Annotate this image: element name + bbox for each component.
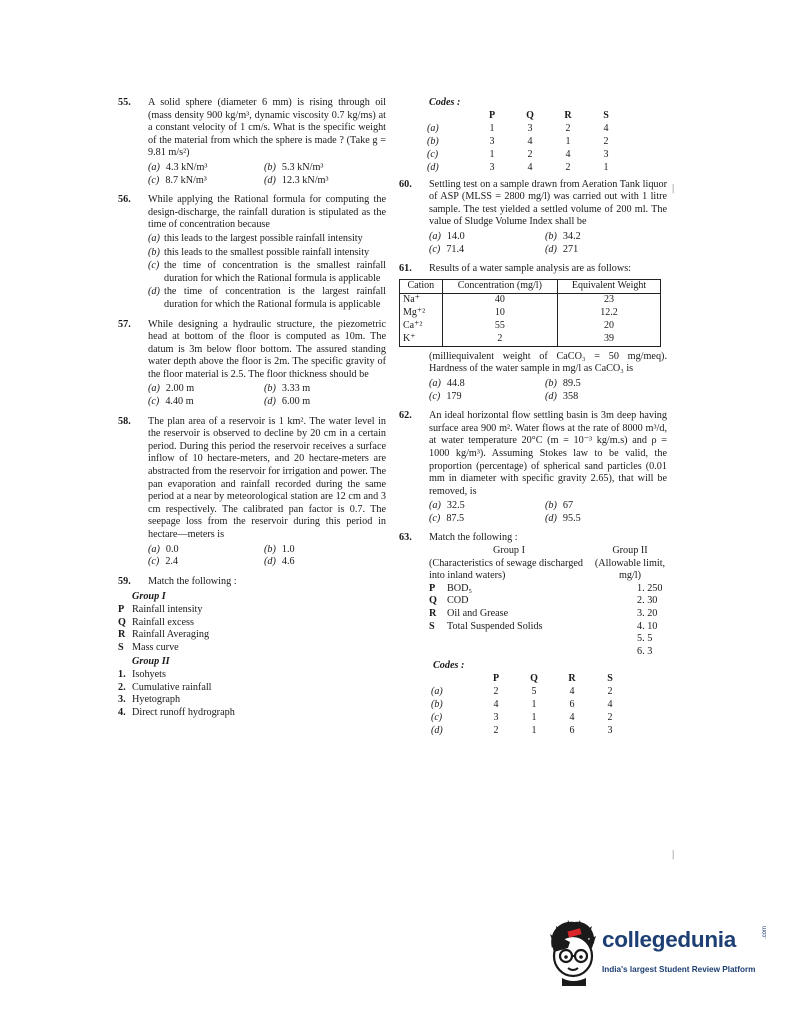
question-number: 61. [399,263,412,275]
brand-tagline: India's largest Student Review Platform [602,965,756,974]
option-d: (d) the time of concentration is the largest rainfall duration for which the Rational formula is applicable [148,286,386,310]
question-58 [118,416,386,569]
code-row: (a) 2 5 4 2 [431,686,613,698]
group1-item: R Rainfall Averaging [118,629,210,641]
options [429,500,667,525]
options [148,383,386,408]
group1-item: P Rainfall intensity [118,603,203,615]
question-number: 62. [399,410,412,422]
group2-item: 2. Cumulative rainfall [118,681,212,693]
code-header: P [492,673,500,685]
code-header: P [488,109,496,121]
group2-item: 3. Hyetograph [118,694,181,706]
question-stem: While designing a hydraulic structure, the piezometric head at bottom of the floor is computed as 10m. The datum is 3m below floor bottom. The assured standing water depth above the floor is 2m. The specific gravity of the floor material is 2.5. The floor thickness should be [148,318,386,380]
table-row: Na⁺ 40 23 [400,293,661,307]
table-row: Mg⁺² 10 12.2 [400,307,661,320]
code-row: (d) 3 4 2 1 [427,161,609,173]
question-number: 57. [118,318,131,330]
option-c: (c) 71.4 [429,243,465,255]
code-row: (b) 4 1 6 4 [431,699,613,711]
group2-item: 6. 3 [637,645,653,657]
question-57 [118,319,386,409]
left-column [118,97,386,719]
code-header: S [603,109,609,121]
code-row: (c) 3 1 4 2 [431,712,613,724]
question-stem: Settling test on a sample drawn from Aeration Tank liquor of ASP (MLSS = 2800 mg/l) was carried out with 1 litre sample. The test yielded a settled volume of 200 ml. The value of Sludge Volume Index shall be [429,178,667,228]
question-number: 58. [118,415,131,427]
option-c: (c) 2.4 [148,556,179,568]
table-header: Equivalent Weight [558,279,661,293]
option-b: (b) 67 [545,500,574,512]
brand-suffix: .com [762,925,768,939]
option-c: (c) 87.5 [429,512,465,524]
question-number: 56. [118,194,131,206]
code-header: R [568,673,576,685]
option-d: (d) 271 [545,243,579,255]
table-row: Ca⁺² 55 20 [400,320,661,333]
match-table-q63 [399,545,667,658]
brand-name: collegedunia [602,927,736,952]
question-62 [399,410,667,525]
question-stem: Match the following : [429,532,518,544]
option-a: (a) 44.8 [429,377,465,389]
group-title: Group II [132,656,170,668]
codes-title: Codes : [429,97,461,108]
group2-item: 5. 5 [637,633,653,645]
group2-item: 2. 30 [637,595,658,607]
question-60 [399,179,667,257]
question-stem: An ideal horizontal flow settling basin is 3m deep having surface area 900 m². Water flows at the rate of 8000 m³/d, at water temperature 20°C (m = 10⁻³ kg/m.s) and ρ = 1000 kg/m³). Assuming Stokes law to be valid, the proportion (percentage) of spherical sand particles (0.01 mm in diameter with specific gravity 2.65), that will be removed, is [429,410,667,497]
question-stem: The plan area of a reservoir is 1 km². The water level in the reservoir is observed to decline by 20 cm in a certain period. During this period the reservoir receives a surface inflow of 10 hectare-meters, and 20 hectare-meters are abstracted from the reservoir for irrigation and power. The pan evaporation and rainfall recorded during the same period at a near by meteorological station are 12 cm and 3 cm respectively. The calibrated pan factor is 0.7. The seepage loss from the reservoir during this period in hectare—meters is [148,415,386,540]
collegedunia-logo [540,912,780,992]
option-b: (b) 3.33 m [264,383,311,395]
option-c: (c) 8.7 kN/m³ [148,174,207,186]
question-stem: Match the following : [148,575,237,587]
group1-item: S Mass curve [118,641,179,653]
group1-item: P BOD₅ [429,582,473,594]
code-row: (c) 1 2 4 3 [427,148,609,160]
option-b: (b) 89.5 [545,377,581,389]
mascot-icon [540,912,604,986]
option-b: (b) 1.0 [264,543,295,555]
option-d: (d) 4.6 [264,556,295,568]
question-61 [399,263,667,403]
option-a: (a) 14.0 [429,230,465,242]
option-a: (a) 2.00 m [148,383,195,395]
group1-title: Group I [493,545,525,557]
code-header: Q [526,109,534,121]
group2-item: 4. 10 [637,620,658,632]
options [148,544,386,569]
scan-mark: | [672,848,675,860]
group1-item: Q Rainfall excess [118,616,194,628]
option-c: (c) 179 [429,390,462,402]
options [148,233,386,312]
group1-list [429,583,589,659]
options [148,162,386,187]
group1-item: S Total Suspended Solids [429,620,543,632]
option-d: (d) 6.00 m [264,396,311,408]
option-c: (c) the time of concentration is the smallest rainfall duration for which the Rational formula is applicable [148,260,386,284]
table-header: Concentration (mg/l) [442,279,557,293]
code-header: Q [530,673,538,685]
table-row: K⁺ 2 39 [400,333,661,347]
option-c: (c) 4.40 m [148,396,194,408]
code-header: R [564,109,572,121]
code-row: (a) 1 3 2 4 [427,122,609,134]
option-a: (a) 0.0 [148,543,179,555]
group2-item: 1. 250 [637,582,663,594]
codes-title: Codes : [433,660,465,672]
codes-table [431,673,629,738]
codes-table [427,110,625,175]
code-header: S [607,673,613,685]
question-note: (milliequivalent weight of CaCO₃ = 50 mg/meq). Hardness of the water sample in mg/l as CaCO₃ is [429,350,667,375]
codes-q59 [425,97,667,175]
option-b: (b) this leads to the smallest possible rainfall intensity [148,246,370,258]
options [429,231,667,256]
group2-list [593,583,667,659]
code-row: (b) 3 4 1 2 [427,135,609,147]
codes-q63 [429,660,667,738]
question-56 [118,194,386,311]
question-55 [118,97,386,187]
scan-mark: | [672,182,675,194]
question-stem: A solid sphere (diameter 6 mm) is rising through oil (mass density 900 kg/m³, dynamic viscosity 0.7 kg/ms) at a constant velocity of 1 cm/s. What is the specific weight of the material from which the sphere is made ? (Take g = 9.81 m/s²) [148,97,386,159]
question-number: 55. [118,97,131,108]
option-a: (a) 4.3 kN/m³ [148,161,208,173]
question-number: 59. [118,575,131,587]
question-stem: Results of a water sample analysis are as follows: [429,263,631,275]
table-header: Cation [400,279,443,293]
cation-table [399,279,661,347]
option-d: (d) 95.5 [545,512,581,524]
question-stem: While applying the Rational formula for computing the design-discharge, the rainfall duration is stipulated as the time of concentration because [148,194,386,231]
group-title: Group I [132,591,166,603]
option-d: (d) 12.3 kN/m³ [264,174,329,186]
option-b: (b) 5.3 kN/m³ [264,161,324,173]
question-63 [399,532,667,738]
code-row: (d) 2 1 6 3 [431,725,613,737]
group2-item: 4. Direct runoff hydrograph [118,706,235,718]
group1-item: Q COD [429,595,469,607]
group2-desc: (Allowable limit, mg/l) [594,557,666,582]
group1-desc: (Characteristics of sewage discharged into inland waters) [429,557,583,582]
option-a: (a) 32.5 [429,500,465,512]
group2-title: Group II [612,545,648,557]
options [429,378,667,403]
question-number: 63. [399,532,412,544]
group2-item: 3. 20 [637,608,658,620]
question-number: 60. [399,178,412,190]
match-list-q59 [118,591,386,719]
right-column [399,97,667,745]
question-59 [118,576,386,589]
option-a: (a) this leads to the largest possible rainfall intensity [148,232,363,244]
option-d: (d) 358 [545,390,579,402]
option-b: (b) 34.2 [545,230,581,242]
group2-item: 1. Isohyets [118,668,166,680]
group1-item: R Oil and Grease [429,608,509,620]
